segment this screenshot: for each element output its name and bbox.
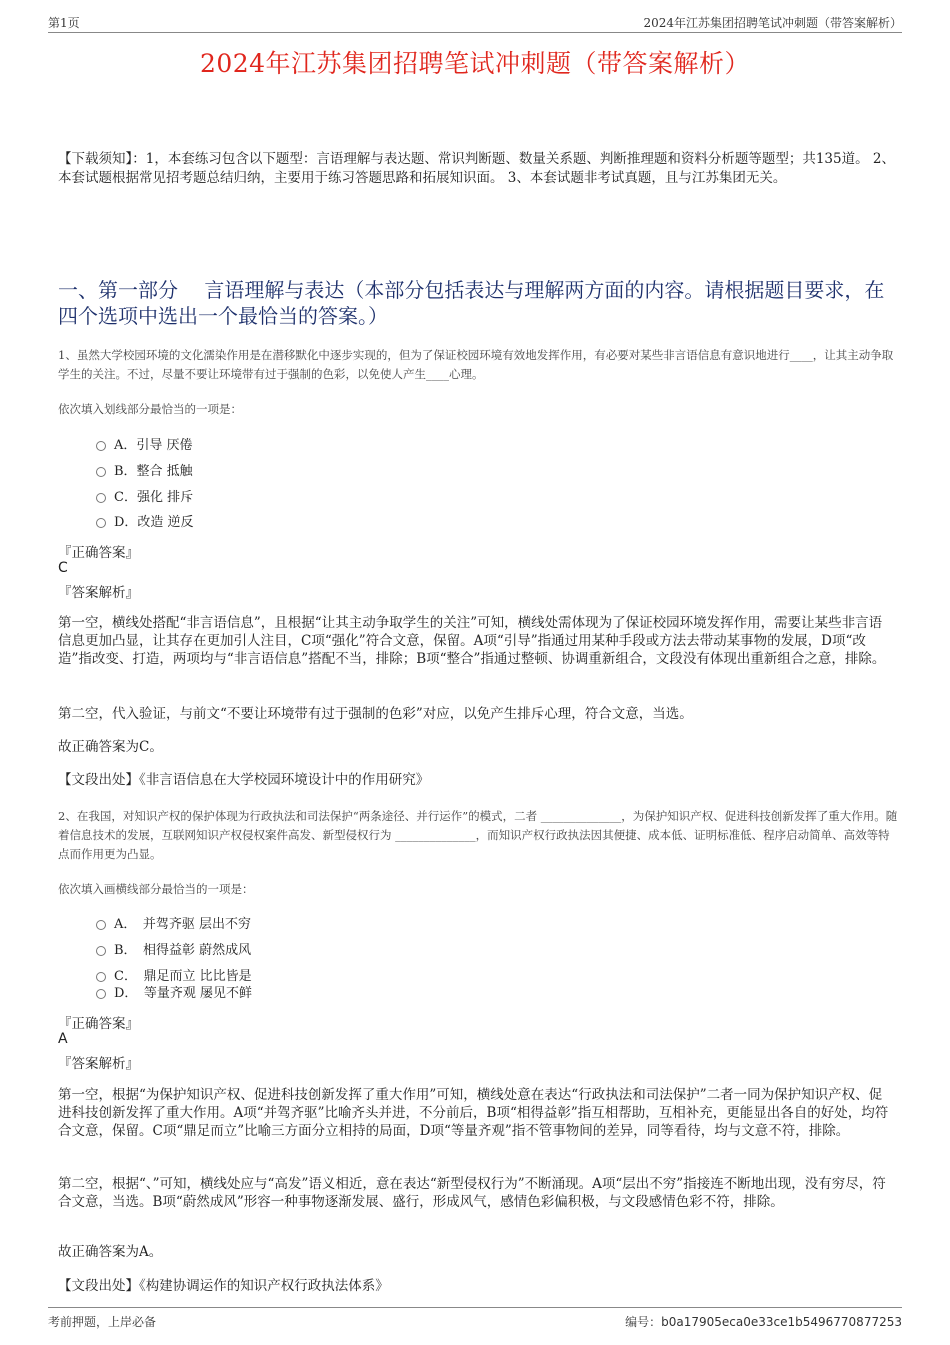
question-1-answer: C (58, 560, 68, 576)
question-1-option-d[interactable]: D．改造 逆反 (96, 514, 194, 532)
page-number: 第1页 (48, 16, 80, 30)
radio-icon[interactable] (96, 972, 106, 982)
question-1-analysis-1: 第一空，横线处搭配“非言语信息”，且根据“让其主动争取学生的关注”可知，横线处需体现为了保证校园环境发挥作用，需要让某些非言语信息更加凸显，让其存在更加引人注目，C项“强化”符合文意，保留。A项“引导”指通过用某种手段或方法去带动某事物的发展，D项“改造”指改变、打造，两项均与“非言语信息”搭配不当，排除；B项“整合”指通过整顿、协调重新组合，文段没有体现出重新组合之意，排除。 (58, 615, 886, 667)
radio-icon[interactable] (96, 441, 106, 451)
question-1-option-b[interactable]: B．整合 抵触 (96, 463, 193, 481)
radio-icon[interactable] (96, 946, 106, 956)
radio-icon[interactable] (96, 467, 106, 477)
question-1-analysis-3: 故正确答案为C。 (58, 739, 163, 755)
page-title: 2024年江苏集团招聘笔试冲刺题（带答案解析） (199, 49, 751, 78)
question-1-option-c[interactable]: C．强化 排斥 (96, 489, 193, 507)
question-2-answer-label: 『正确答案』 (58, 1016, 139, 1032)
question-2-option-d[interactable]: D． 等量齐观 屡见不鲜 (96, 985, 252, 1003)
footer-code: 编号：b0a17905eca0e33ce1b5496770877253 (625, 1315, 902, 1329)
question-1-option-a[interactable]: A．引导 厌倦 (96, 437, 193, 455)
question-2-answer: A (58, 1031, 68, 1047)
radio-icon[interactable] (96, 989, 106, 999)
page-header (48, 12, 902, 33)
question-1-prompt: 依次填入划线部分最恰当的一项是： (58, 402, 242, 416)
header-doc-title: 2024年江苏集团招聘笔试冲刺题（带答案解析） (643, 16, 902, 30)
radio-icon[interactable] (96, 493, 106, 503)
question-2-prompt: 依次填入画横线部分最恰当的一项是： (58, 882, 254, 896)
question-2-source: 【文段出处】《构建协调运作的知识产权行政执法体系》 (58, 1278, 389, 1294)
question-2-stem: 2、在我国，对知识产权的保护体现为行政执法和司法保护“两条途径、并行运作”的模式，二者 ______________，为保护知识产权、促进科技创新发挥了重大作用。随着信息技术的发展，互联网知识产权侵权案件高发、新型侵权行为 ______________，而知识产权行政执法因其便捷、成本低、证明标准低、程序启动简单、高效等特点而作用更为凸显。 (58, 809, 898, 861)
question-1-analysis-2: 第二空，代入验证，与前文“不要让环境带有过于强制的色彩”对应，以免产生排斥心理，符合文意，当选。 (58, 706, 693, 722)
footer-slogan: 考前押题，上岸必备 (48, 1315, 157, 1329)
question-1-analysis-label: 『答案解析』 (58, 585, 139, 601)
question-2-option-a[interactable]: A． 并驾齐驱 层出不穷 (96, 916, 251, 934)
question-2-option-b[interactable]: B． 相得益彰 蔚然成风 (96, 942, 251, 960)
radio-icon[interactable] (96, 518, 106, 528)
download-notice: 【下载须知】：1，本套练习包含以下题型：言语理解与表达题、常识判断题、数量关系题、判断推理题和资料分析题等题型；共135道。 2、本套试题根据常见招考题总结归纳，主要用于练习答题思路和拓展知识面。 3、本套试题非考试真题，且与江苏集团无关。 (58, 151, 895, 186)
question-2-analysis-label: 『答案解析』 (58, 1056, 139, 1072)
question-1-stem: 1、虽然大学校园环境的文化濡染作用是在潜移默化中逐步实现的，但为了保证校园环境有效地发挥作用，有必要对某些非言语信息有意识地进行____，让其主动争取学生的关注。不过，尽量不要让环境带有过于强制的色彩，以免使人产生____心理。 (58, 348, 894, 381)
question-2-analysis-3: 故正确答案为A。 (58, 1244, 163, 1260)
question-1-answer-label: 『正确答案』 (58, 545, 139, 561)
radio-icon[interactable] (96, 920, 106, 930)
question-2-analysis-1: 第一空，根据“为保护知识产权、促进科技创新发挥了重大作用”可知，横线处意在表达“行政执法和司法保护”二者一同为保护知识产权、促进科技创新发挥了重大作用。A项“并驾齐驱”比喻齐头并进，不分前后，B项“相得益彰”指互相帮助，互相补充，更能显出各自的好处，均符合文意，保留。C项“鼎足而立”比喻三方面分立相持的局面，D项“等量齐观”指不管事物间的差异，同等看待，均与文意不符，排除。 (58, 1087, 889, 1139)
question-1-source: 【文段出处】《非言语信息在大学校园环境设计中的作用研究》 (58, 772, 430, 788)
question-2-analysis-2: 第二空，根据“、”可知，横线处应与“高发”语义相近，意在表达“新型侵权行为”不断涌现。A项“层出不穷”指接连不断地出现，没有穷尽，符合文意，当选。B项“蔚然成风”形容一种事物逐渐发展、盛行，形成风气，感情色彩偏积极，与文段感情色彩不符，排除。 (58, 1176, 886, 1210)
section-heading: 一、第一部分 言语理解与表达（本部分包括表达与理解两方面的内容。请根据题目要求，在四个选项中选出一个最恰当的答案。） (58, 278, 885, 328)
question-2-option-c[interactable]: C． 鼎足而立 比比皆是 (96, 968, 252, 986)
